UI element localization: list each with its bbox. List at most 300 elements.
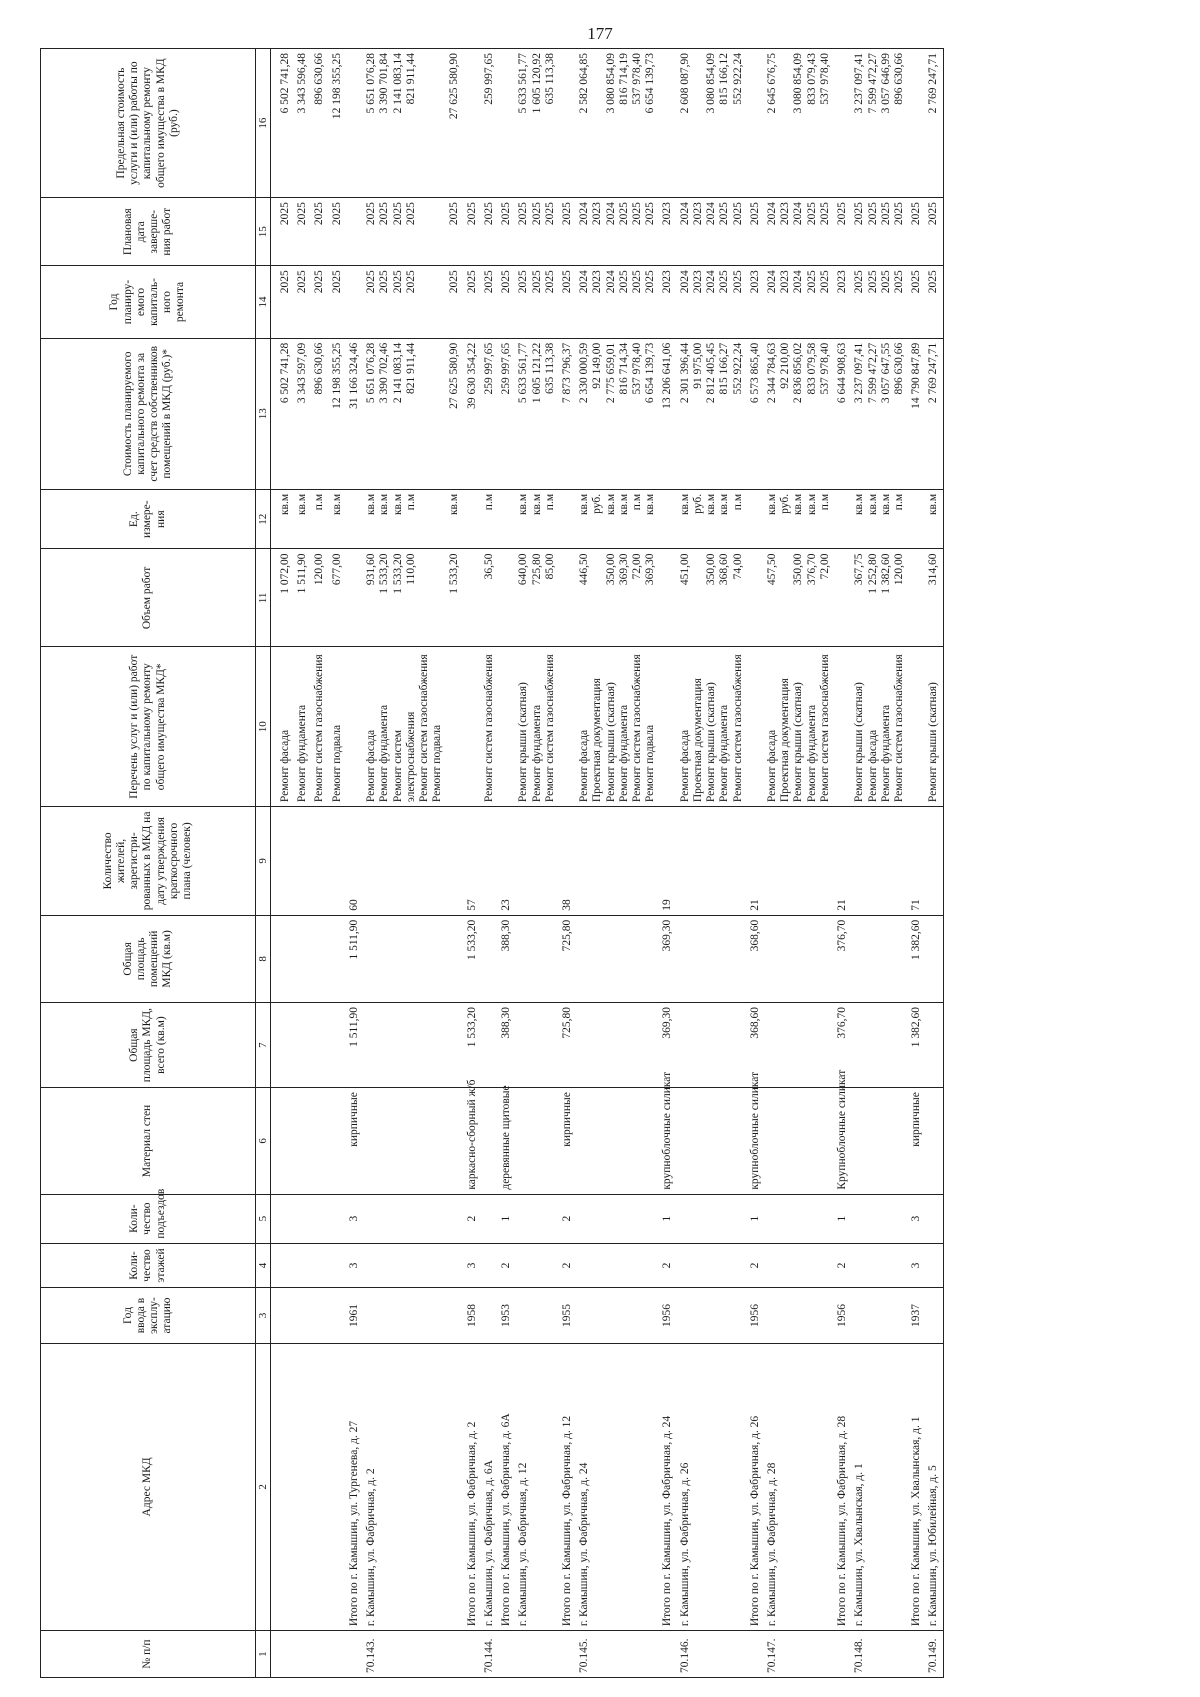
cell-volume [515,549,559,647]
cell-year [925,1288,943,1343]
cell-unit [908,489,925,549]
cell-volume-line: 85,00 [543,553,556,580]
cell-floors: 2 [559,1243,576,1288]
cell-volume [346,549,363,647]
cell-limit [659,49,676,198]
cell-volume-line: 457,50 [766,553,778,586]
cell-address: Итого по г. Камышин, ул. Фабричная, д. 6А [498,1343,515,1630]
cell-residents [311,807,328,916]
cell-repair-year-line: 2025 [879,270,892,294]
cell-cost [764,338,834,489]
cell-area-total: 376,70 [834,1003,851,1088]
column-number: 11 [256,549,271,647]
cell-volume [747,549,764,647]
cell-unit [363,489,446,549]
cell-works-line: Ремонт фундамента [530,704,543,803]
cell-year [294,1288,311,1343]
cell-repair-year-line: 2023 [836,270,849,294]
page-number: 177 [587,24,613,43]
cell-limit [329,49,346,198]
cell-cost [515,338,559,489]
cell-repair-year [576,266,659,338]
cell-works [277,647,294,807]
cell-unit [311,489,328,549]
cell-address [311,1343,328,1630]
cell-year [576,1288,659,1343]
cell-works-line: Ремонт фундамента [296,704,309,803]
cell-limit [346,49,363,198]
cell-works-line: Ремонт фундамента [617,704,630,803]
cell-repair-year [363,266,446,338]
cell-end-date-line: 2025 [560,202,573,226]
cell-cost-line: 3 343 597,09 [296,342,309,404]
cell-area-rooms [576,915,659,1002]
cell-works-line: Ремонт систем газоснабжения [818,654,831,803]
cell-limit-line [692,53,705,193]
cell-area-total: 725,80 [559,1003,576,1088]
column-header: Общая площадь помещений МКД (кв.м) [41,915,256,1002]
cell-area-total [925,1003,943,1088]
cell-repair-year-line: 2025 [482,270,495,294]
cell-end-date-line: 2025 [279,202,291,226]
cell-repair-year-line: 2025 [530,270,543,294]
cell-entrances [764,1194,834,1243]
cell-unit [277,489,294,549]
cell-end-date [515,198,559,266]
cell-area-rooms [363,915,446,1002]
cell-volume [764,549,834,647]
cell-limit-line: 815 166,12 [718,53,731,105]
cell-year [677,1288,747,1343]
cell-repair-year-line: 2025 [617,270,630,294]
cell-volume [559,549,576,647]
cell-residents [851,807,908,916]
cell-num [311,1631,328,1678]
cell-limit-line: 3 343 596,48 [296,53,309,114]
cell-limit [834,49,851,198]
cell-unit [677,489,747,549]
cell-cost [747,338,764,489]
cell-residents: 38 [559,807,576,916]
cell-residents [677,807,747,916]
cell-entrances: 3 [908,1194,925,1243]
cell-cost-line: 3 390 702,46 [378,342,391,404]
cell-end-date-line: 2024 [792,202,805,226]
cell-unit-line: руб. [691,493,704,514]
cell-repair-year-line: 2025 [279,270,291,294]
cell-cost-line: 27 625 580,90 [448,342,461,409]
cell-area-rooms [277,915,294,1002]
cell-works-line: Ремонт подвала [644,724,657,803]
cell-volume-line [591,553,604,642]
column-header: Предельная стоимость услуги и (или) работы по капитальному ремонту общего имущества в МКД (руб.) [41,49,256,198]
cell-end-date [363,198,446,266]
cell-volume-line: 1 252,80 [866,553,879,594]
table-row [925,49,943,1678]
cell-volume-line: 350,00 [604,553,617,586]
cell-cost-line: 2 141 083,14 [391,342,404,404]
cell-limit [498,49,515,198]
cell-entrances [515,1194,559,1243]
cell-repair-year [908,266,925,338]
cell-area-rooms [481,915,498,1002]
cell-year: 1953 [498,1288,515,1343]
cell-works [851,647,908,807]
cell-repair-year [277,266,294,338]
cell-volume-line: 74,00 [731,553,744,580]
table-row [764,49,834,1678]
cell-area-rooms [925,915,943,1002]
cell-repair-year-line: 2025 [330,270,343,294]
cell-walls [851,1088,908,1194]
cell-limit-line: 1 605 120,92 [530,53,543,114]
cell-repair-year-line: 2024 [604,270,617,294]
cell-end-date-line: 2025 [330,202,343,226]
cell-cost [498,338,515,489]
cell-limit [925,49,943,198]
cell-limit-line: 259 997,65 [482,53,495,105]
cell-limit-line: 3 390 701,84 [378,53,391,114]
cell-unit-line: кв.м [805,493,818,516]
cell-end-date-line: 2025 [378,202,391,226]
cell-area-total: 369,30 [659,1003,676,1088]
cell-volume [851,549,908,647]
column-header: Адрес МКД [41,1343,256,1630]
cell-cost [464,338,481,489]
cell-end-date-line: 2025 [296,202,309,226]
cell-cost-line: 7 599 472,27 [866,342,879,404]
cell-limit [747,49,764,198]
cell-unit-line: кв.м [678,493,691,516]
cell-area-rooms: 1 382,60 [908,915,925,1002]
cell-repair-year-line: 2025 [543,270,556,294]
cell-limit-line: 2 141 083,14 [391,53,404,114]
cell-end-date-line: 2025 [482,202,495,226]
cell-volume-line: 446,50 [578,553,591,586]
cell-area-rooms: 369,30 [659,915,676,1002]
cell-limit-line: 12 198 355,25 [330,53,343,120]
cell-repair-year-line: 2024 [766,270,778,294]
cell-repair-year-line: 2024 [578,270,591,294]
cell-end-date [925,198,943,266]
cell-end-date-line: 2025 [836,202,849,226]
cell-repair-year-line: 2023 [748,270,761,294]
cell-unit [576,489,659,549]
column-number: 4 [256,1243,271,1288]
cell-limit [464,49,481,198]
cell-cost-line: 3 057 647,55 [879,342,892,404]
cell-area-total: 1 533,20 [464,1003,481,1088]
cell-limit-line: 3 080 854,09 [705,53,718,114]
cell-address [329,1343,346,1630]
cell-num [659,1631,676,1678]
table-body [271,49,944,1678]
cell-unit-line: кв.м [578,493,591,516]
cell-unit [346,489,363,549]
cell-cost-line: 896 630,66 [313,342,326,395]
cell-works [677,647,747,807]
cell-end-date [576,198,659,266]
cell-entrances: 2 [464,1194,481,1243]
cell-volume-line: 36,50 [482,553,495,580]
cell-volume-line: 110,00 [404,553,417,585]
cell-works-line: Ремонт фасада [365,729,378,803]
cell-num [515,1631,559,1678]
cell-end-date-line: 2025 [391,202,404,226]
cell-entrances [277,1194,294,1243]
cell-cost-line: 6 654 139,73 [644,342,657,404]
cell-end-date [294,198,311,266]
cell-floors [277,1243,294,1288]
cell-cost [329,338,346,489]
column-number: 16 [256,49,271,198]
cell-limit-line: 896 630,66 [892,53,905,105]
cell-entrances: 1 [659,1194,676,1243]
cell-limit-line: 3 057 646,99 [879,53,892,114]
cell-limit [481,49,498,198]
cell-limit-line: 7 599 472,27 [866,53,879,114]
cell-entrances: 2 [559,1194,576,1243]
cell-end-date [659,198,676,266]
cell-year: 1937 [908,1288,925,1343]
cell-cost [277,338,294,489]
cell-limit [576,49,659,198]
cell-works-line: Ремонт систем газоснабжения [417,654,430,803]
cell-repair-year-line: 2025 [448,270,461,294]
cell-limit-line: 2 608 087,90 [678,53,691,114]
cell-walls [329,1088,346,1194]
cell-volume-line: 368,60 [718,553,731,586]
cell-cost [834,338,851,489]
cell-end-date-line: 2025 [818,202,831,226]
cell-walls [925,1088,943,1194]
cell-unit-line: кв.м [866,493,879,516]
cell-end-date-line: 2025 [853,202,866,226]
cell-end-date [446,198,463,266]
cell-floors [851,1243,908,1288]
table-row [464,49,481,1678]
cell-end-date-line: 2025 [530,202,543,226]
cell-volume-line: 369,30 [617,553,630,586]
cell-volume-line: 1 533,20 [448,553,461,594]
cell-entrances: 1 [834,1194,851,1243]
cell-unit-line: кв.м [766,493,778,516]
cell-walls [764,1088,834,1194]
cell-volume-line [692,553,705,642]
cell-repair-year-line: 2024 [705,270,718,294]
cell-works [659,647,676,807]
cell-end-date-line: 2024 [705,202,718,226]
table-row [747,49,764,1678]
cell-cost-line: 3 237 097,41 [853,342,866,404]
cell-cost-line: 2 836 856,02 [792,342,805,404]
column-header: Объем работ [41,549,256,647]
cell-address: г. Камышин, ул. Фабричная, д. 2 [363,1343,446,1630]
cell-volume-line: 1 382,60 [879,553,892,594]
cell-limit-line: 2 582 064,85 [578,53,591,114]
cell-residents [764,807,834,916]
cell-unit-line: п.м [482,493,495,511]
cell-end-date [346,198,363,266]
column-number: 2 [256,1343,271,1630]
cell-volume [329,549,346,647]
cell-end-date [834,198,851,266]
cell-volume-line: 451,00 [678,553,691,586]
column-header: Плановая дата заверше-ния работ [41,198,256,266]
cell-cost-line: 2 330 000,59 [578,342,591,404]
cell-year: 1956 [747,1288,764,1343]
cell-unit-line [418,494,431,545]
cell-cost-line: 7 873 796,37 [560,342,573,404]
cell-repair-year [559,266,576,338]
cell-entrances [576,1194,659,1243]
cell-end-date-line: 2025 [465,202,478,226]
cell-works-line: Ремонт крыши (скатная) [927,682,940,803]
cell-works [515,647,559,807]
cell-works-line: Ремонт фасада [279,729,291,803]
cell-unit-line: кв.м [448,493,461,516]
cell-cost-line: 537 978,40 [818,342,831,395]
cell-area-rooms [851,915,908,1002]
cell-repair-year-line: 2025 [818,270,831,294]
cell-limit-line [418,53,431,193]
cell-area-rooms [515,915,559,1002]
cell-address [446,1343,463,1630]
cell-limit-line: 537 978,40 [818,53,831,105]
cell-area-total [363,1003,446,1088]
column-number: 8 [256,915,271,1002]
cell-volume [908,549,925,647]
cell-works-line: Ремонт подвала [330,724,343,803]
cell-entrances [481,1194,498,1243]
cell-volume-line: 1 533,20 [391,553,404,594]
cell-volume-line: 350,00 [792,553,805,586]
cell-limit-line: 3 080 854,09 [604,53,617,114]
cell-repair-year-line: 2025 [644,270,657,294]
cell-residents: 21 [834,807,851,916]
cell-area-total [329,1003,346,1088]
cell-entrances: 1 [498,1194,515,1243]
cell-repair-year-line: 2025 [910,270,923,294]
cell-unit [329,489,346,549]
cell-residents: 21 [747,807,764,916]
cell-limit-line: 6 654 139,73 [644,53,657,114]
cell-cost-line: 92 210,00 [779,342,792,389]
cell-num [498,1631,515,1678]
cell-address: Итого по г. Камышин, ул. Фабричная, д. 24 [659,1343,676,1630]
cell-repair-year [498,266,515,338]
column-header: Перечень услуг и (или) работ по капитальному ремонту общего имущества МКД* [41,647,256,807]
cell-works [925,647,943,807]
cell-unit [851,489,908,549]
cell-unit-line: кв.м [792,493,805,516]
cell-unit-line: кв.м [330,493,343,516]
cell-area-total [446,1003,463,1088]
cell-volume-line: 1 533,20 [378,553,391,594]
cell-volume [834,549,851,647]
cell-limit [363,49,446,198]
table-row [294,49,311,1678]
cell-area-rooms: 725,80 [559,915,576,1002]
column-number: 14 [256,266,271,338]
cell-volume [277,549,294,647]
cell-repair-year-line: 2025 [500,270,513,294]
cell-walls [311,1088,328,1194]
cell-num [834,1631,851,1678]
cell-area-total: 1 511,90 [346,1003,363,1088]
cell-volume [311,549,328,647]
cell-end-date-line: 2025 [500,202,513,226]
cell-repair-year-line: 2025 [313,270,326,294]
cell-unit-line: руб. [779,493,792,514]
cell-repair-year [311,266,328,338]
cell-area-total [481,1003,498,1088]
cell-end-date-line: 2025 [892,202,905,226]
table-row [908,49,925,1678]
cell-floors [764,1243,834,1288]
cell-unit-line: кв.м [927,493,940,516]
cell-works-line: Ремонт подвала [431,724,444,803]
cell-limit-line: 537 978,40 [631,53,644,105]
cell-repair-year-line: 2023 [691,270,704,294]
cell-num: 70.146. [677,1631,747,1678]
rotated-table-area [40,48,1170,1678]
cell-unit-line: п.м [631,493,644,511]
cell-volume-line: 640,00 [517,553,530,586]
cell-num: 70.149. [925,1631,943,1678]
cell-cost [481,338,498,489]
cell-num: 70.144. [481,1631,498,1678]
cell-unit-line: кв.м [517,493,530,516]
cell-unit [464,489,481,549]
cell-volume [498,549,515,647]
cell-area-total: 368,60 [747,1003,764,1088]
cell-entrances [329,1194,346,1243]
cell-walls [294,1088,311,1194]
cell-cost-line: 259 997,65 [500,342,513,395]
rotated-table-content [40,48,1170,1678]
column-number: 12 [256,489,271,549]
cell-floors: 3 [464,1243,481,1288]
cell-cost-line: 896 630,66 [892,342,905,395]
cell-floors [481,1243,498,1288]
cell-year [363,1288,446,1343]
cell-end-date-line: 2025 [631,202,644,226]
cell-num: 70.145. [576,1631,659,1678]
cell-volume [677,549,747,647]
cell-year [446,1288,463,1343]
cell-walls: крупноблочные силикат [659,1088,676,1194]
cell-unit-line: кв.м [279,493,291,516]
cell-address [294,1343,311,1630]
cell-unit [515,489,559,549]
cell-works-line: Ремонт крыши (скатная) [604,682,617,803]
cell-volume-line [418,553,431,642]
cell-cost [908,338,925,489]
cell-area-rooms [446,915,463,1002]
cell-limit [764,49,834,198]
cell-repair-year-line: 2025 [296,270,309,294]
cell-address: Итого по г. Камышин, ул. Фабричная, д. 28 [834,1343,851,1630]
cell-residents: 23 [498,807,515,916]
cell-repair-year-line: 2023 [779,270,792,294]
cell-volume-line: 120,00 [313,553,326,586]
cell-volume-line [779,553,792,642]
cell-cost-line: 537 978,40 [631,342,644,395]
cell-cost [576,338,659,489]
cell-unit-line: кв.м [604,493,617,516]
cell-unit-line: кв.м [617,493,630,516]
